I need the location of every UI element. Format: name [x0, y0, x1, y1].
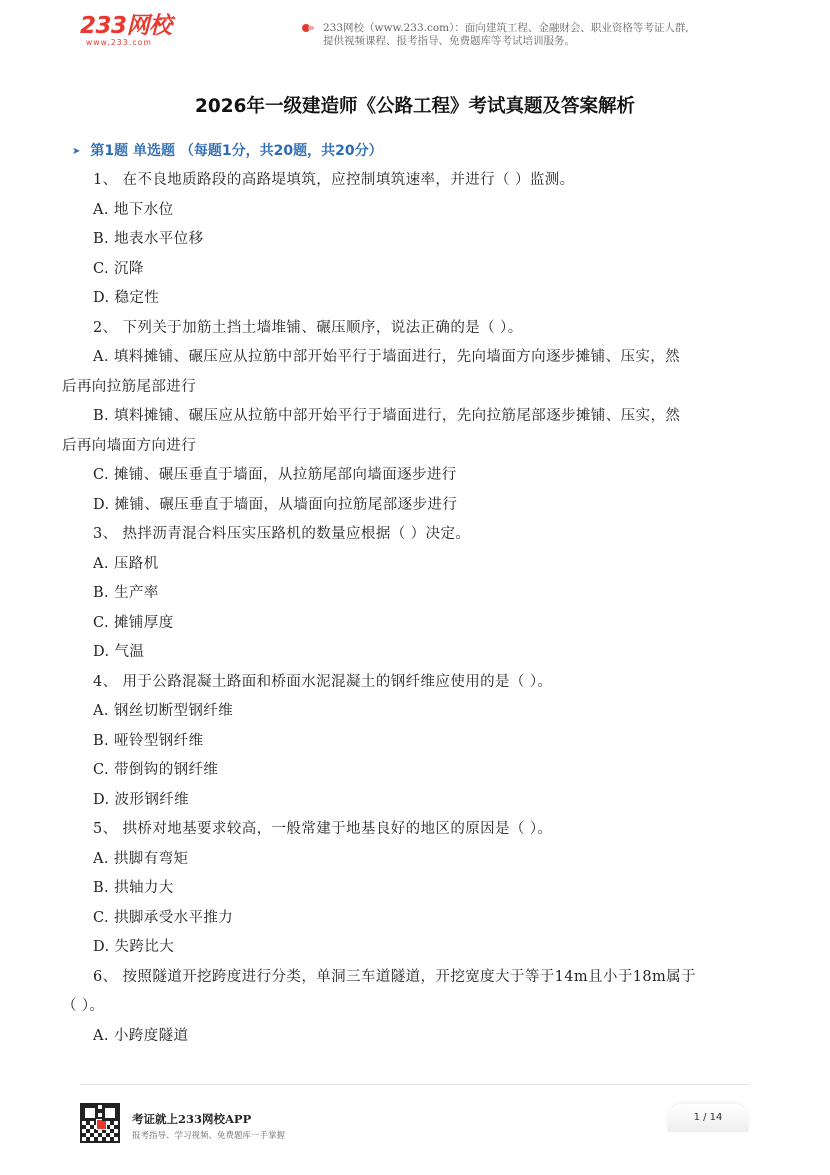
- chevron-right-icon: ➤: [72, 146, 81, 157]
- qr-logo-icon: [96, 1119, 107, 1130]
- text-continuation: 后再向拉筋尾部进行: [62, 378, 197, 395]
- page-indicator: 1 / 14: [668, 1104, 748, 1132]
- footer-app-title: 考证就上233网校APP: [132, 1112, 252, 1126]
- answer-option: C. 拱脚承受水平推力: [93, 909, 234, 926]
- answer-option: A. 小跨度隧道: [93, 1027, 189, 1044]
- question-text: 2、 下列关于加筋土挡土墙堆铺、碾压顺序，说法正确的是（ ）。: [93, 319, 523, 336]
- footer-app-subtitle: 报考指导、学习视频、免费题库一手掌握: [132, 1131, 286, 1141]
- answer-option: B. 哑铃型钢纤维: [93, 732, 204, 749]
- answer-option: B. 填料摊铺、碾压应从拉筋中部开始平行于墙面进行，先向拉筋尾部逐步摊铺、压实，然: [93, 408, 681, 424]
- logo-text: 233网校: [80, 13, 172, 39]
- text-continuation: （ ）。: [62, 998, 105, 1014]
- answer-option: C. 带倒钩的钢纤维: [93, 762, 219, 778]
- answer-option: A. 填料摊铺、碾压应从拉筋中部开始平行于墙面进行，先向墙面方向逐步摊铺、压实，然: [93, 349, 681, 365]
- answer-option: D. 波形钢纤维: [93, 791, 190, 808]
- page-header: [0, 0, 830, 60]
- answer-option: A. 地下水位: [93, 201, 174, 218]
- site-logo[interactable]: [80, 14, 172, 47]
- question-text: 1、 在不良地质路段的高路堤填筑，应控制填筑速率，并进行（ ）监测。: [93, 172, 575, 188]
- document-title: 2026年一级建造师《公路工程》考试真题及答案解析: [195, 96, 635, 117]
- answer-option: A. 压路机: [93, 555, 159, 572]
- answer-option: C. 沉降: [93, 260, 144, 277]
- answer-option: D. 气温: [93, 644, 145, 660]
- footer-divider: [80, 1084, 750, 1085]
- question-text: 5、 拱桥对地基要求较高，一般常建于地基良好的地区的原因是（ ）。: [93, 821, 553, 837]
- tagline-line-2: 提供视频课程、报考指导、免费题库等考试培训服务。: [323, 35, 575, 47]
- logo-url: www.233.com: [86, 38, 153, 47]
- answer-option: D. 失跨比大: [93, 939, 175, 955]
- question-text: 3、 热拌沥青混合料压实压路机的数量应根据（ ）决定。: [93, 526, 471, 542]
- answer-option: D. 摊铺、碾压垂直于墙面，从墙面向拉筋尾部逐步进行: [93, 496, 458, 513]
- section-heading: [72, 140, 383, 160]
- answer-option: B. 地表水平位移: [93, 231, 204, 247]
- text-continuation: 后再向墙面方向进行: [62, 437, 197, 454]
- answer-option: C. 摊铺、碾压垂直于墙面，从拉筋尾部向墙面逐步进行: [93, 467, 457, 483]
- tagline-line-1: 233网校（www.233.com）：面向建筑工程、金融财会、职业资格等考证人群,: [323, 22, 689, 34]
- question-text: 4、 用于公路混凝土路面和桥面水泥混凝土的钢纤维应使用的是（ ）。: [93, 673, 553, 690]
- answer-option: B. 拱轴力大: [93, 880, 174, 896]
- answer-option: C. 摊铺厚度: [93, 614, 174, 631]
- answer-option: A. 拱脚有弯矩: [93, 850, 189, 867]
- section-heading-text: 第1题 单选题 （每题1分，共20题，共20分）: [90, 143, 383, 159]
- answer-option: D. 稳定性: [93, 290, 160, 306]
- answer-option: A. 钢丝切断型钢纤维: [93, 703, 234, 719]
- question-list: [62, 166, 772, 1051]
- answer-option: B. 生产率: [93, 585, 159, 601]
- question-text: 6、 按照隧道开挖跨度进行分类，单洞三车道隧道，开挖宽度大于等于14m且小于18m属于: [93, 968, 696, 985]
- qr-code-icon[interactable]: [80, 1103, 120, 1143]
- header-tagline: [323, 22, 753, 48]
- bullet-dot-icon: [302, 24, 310, 32]
